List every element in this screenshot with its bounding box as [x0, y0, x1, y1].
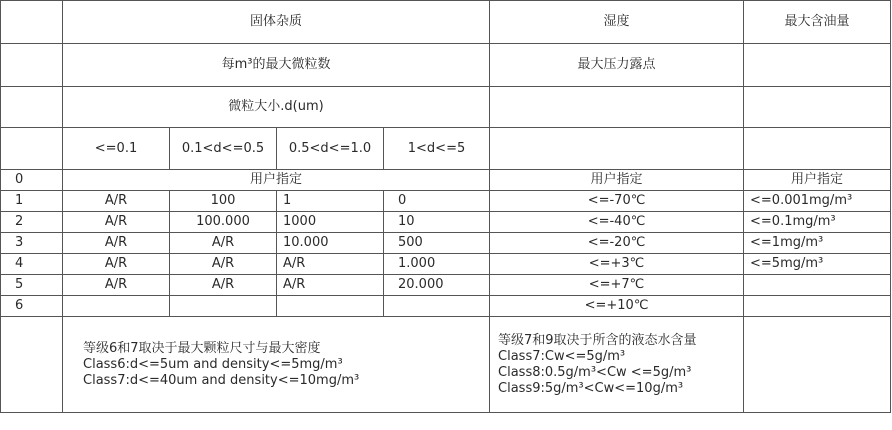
blank-cell	[1, 317, 63, 413]
class-label: 0	[1, 170, 63, 191]
header-row-particle-size	[1, 87, 891, 128]
particle-count-cell: 10	[384, 212, 490, 233]
particle-count-cell: 500	[384, 233, 490, 254]
header-row-categories	[1, 1, 891, 44]
note-line: Class7:d<=40um and density<=10mg/m³	[83, 372, 360, 388]
note-line: Class8:0.5g/m³<Cw <=5g/m³	[498, 364, 692, 380]
header-max-particles-per-m3: 每m³的最大微粒数	[63, 44, 490, 87]
particle-count-cell: A/R	[170, 233, 277, 254]
note-line: Class6:d<=5um and density<=5mg/m³	[83, 356, 343, 372]
header-max-oil: 最大含油量	[744, 1, 891, 44]
dew-point-cell: <=+7℃	[490, 275, 744, 296]
particle-count-cell	[170, 296, 277, 317]
header-humidity: 湿度	[490, 1, 744, 44]
table-row-class-0	[1, 170, 891, 191]
dew-point-cell: <=-70℃	[490, 191, 744, 212]
size-range-1: <=0.1	[63, 128, 170, 170]
note-line: 等级7和9取决于所含的液态水含量	[498, 332, 697, 348]
particle-count-cell: A/R	[170, 254, 277, 275]
blank-cell	[490, 87, 744, 128]
oil-user-specified: 用户指定	[744, 170, 891, 191]
header-solid-impurities: 固体杂质	[63, 1, 490, 44]
table-row	[1, 212, 891, 233]
header-row-size-ranges	[1, 128, 891, 170]
oil-content-cell: <=5mg/m³	[744, 254, 891, 275]
particle-count-cell: 100	[170, 191, 277, 212]
header-row-subcategories	[1, 44, 891, 87]
particle-count-cell: A/R	[63, 191, 170, 212]
particle-count-cell	[384, 296, 490, 317]
table-row	[1, 275, 891, 296]
note-line: 等级6和7取决于最大颗粒尺寸与最大密度	[83, 340, 321, 356]
particle-count-cell: A/R	[63, 254, 170, 275]
dew-point-cell: <=-20℃	[490, 233, 744, 254]
class-label: 6	[1, 296, 63, 317]
header-max-pressure-dew-point: 最大压力露点	[490, 44, 744, 87]
note-line: Class7:Cw<=5g/m³	[498, 348, 626, 364]
class-label: 5	[1, 275, 63, 296]
table-row	[1, 296, 891, 317]
class-label: 2	[1, 212, 63, 233]
blank-cell	[744, 87, 891, 128]
class-label: 4	[1, 254, 63, 275]
notes-row	[1, 317, 891, 413]
blank-cell	[1, 87, 63, 128]
particle-count-cell: 1	[277, 191, 384, 212]
table-row	[1, 191, 891, 212]
blank-cell	[490, 128, 744, 170]
oil-content-cell	[744, 275, 891, 296]
class-label: 1	[1, 191, 63, 212]
particle-count-cell: 1.000	[384, 254, 490, 275]
particle-count-cell: 20.000	[384, 275, 490, 296]
dew-point-cell: <=+3℃	[490, 254, 744, 275]
particle-count-cell: A/R	[63, 212, 170, 233]
particle-count-cell	[277, 296, 384, 317]
humidity-notes	[490, 317, 744, 413]
humidity-user-specified: 用户指定	[490, 170, 744, 191]
particle-count-cell: 100.000	[170, 212, 277, 233]
oil-content-cell: <=1mg/m³	[744, 233, 891, 254]
oil-content-cell	[744, 296, 891, 317]
table-row	[1, 233, 891, 254]
size-range-4: 1<d<=5	[384, 128, 490, 170]
particle-count-cell: 0	[384, 191, 490, 212]
oil-content-cell: <=0.1mg/m³	[744, 212, 891, 233]
particle-count-cell: A/R	[277, 254, 384, 275]
header-particle-size: 微粒大小.d(um)	[63, 87, 490, 128]
solid-user-specified: 用户指定	[63, 170, 490, 191]
oil-content-cell: <=0.001mg/m³	[744, 191, 891, 212]
particle-count-cell: A/R	[170, 275, 277, 296]
note-line: Class9:5g/m³<Cw<=10g/m³	[498, 380, 684, 396]
corner-cell	[1, 1, 63, 44]
particle-count-cell: A/R	[277, 275, 384, 296]
blank-cell	[1, 44, 63, 87]
solid-notes	[63, 317, 490, 413]
particle-count-cell: A/R	[63, 233, 170, 254]
size-range-3: 0.5<d<=1.0	[277, 128, 384, 170]
dew-point-cell: <=-40℃	[490, 212, 744, 233]
size-range-2: 0.1<d<=0.5	[170, 128, 277, 170]
table-row	[1, 254, 891, 275]
class-label: 3	[1, 233, 63, 254]
dew-point-cell: <=+10℃	[490, 296, 744, 317]
particle-count-cell: A/R	[63, 275, 170, 296]
blank-cell	[744, 317, 891, 413]
particle-count-cell: 10.000	[277, 233, 384, 254]
blank-cell	[744, 128, 891, 170]
particle-count-cell: 1000	[277, 212, 384, 233]
particle-count-cell	[63, 296, 170, 317]
blank-cell	[744, 44, 891, 87]
blank-cell	[1, 128, 63, 170]
